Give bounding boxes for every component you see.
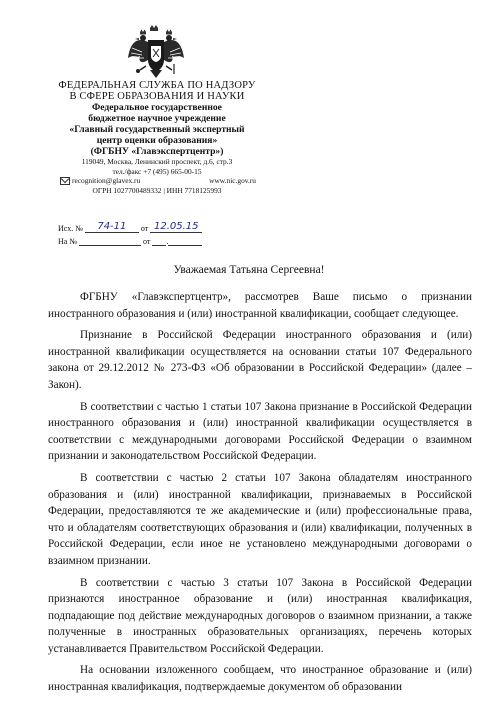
paragraph: ФГБНУ «Главэкспертцентр», рассмотрев Ваше письмо о признании иностранного образования и (или) иностранной квалификации, сообщает следующее. bbox=[48, 291, 472, 320]
letter-body bbox=[48, 289, 472, 701]
envelope-icon bbox=[60, 177, 70, 185]
institution-line3: «Главный государственный экспертный bbox=[69, 124, 245, 135]
email[interactable]: recognition@glavex.ru bbox=[72, 176, 141, 185]
paragraph: В соответствии с частью 2 статьи 107 Закона обладателям иностранного образования и (или) иностранной квалификации, признаваемых в Российской Федерации, предоставляются те же академические и (или) профессиональные права, что и обладателям соответствующих образования и (или) квалификации, полученных в Российской Федерации, если иное не установлено международными договорами о взаимном признании. bbox=[48, 471, 472, 567]
agency-name-line1: ФЕДЕРАЛЬНАЯ СЛУЖБА ПО НАДЗОРУ bbox=[58, 80, 256, 91]
outgoing-date: 12.05.15 bbox=[150, 223, 202, 233]
incoming-number-label: На № bbox=[58, 237, 77, 246]
institution-line2: бюджетное научное учреждение bbox=[88, 113, 226, 124]
incoming-date-label: от bbox=[142, 237, 151, 246]
paragraph: Признание в Российской Федерации иностранного образования и (или) иностранной квалификации осуществляется на основании статьи 107 Федерального закона от 29.12.2012 № 273-ФЗ «Об образовании в Российской Федерации» (далее – Закон). bbox=[48, 329, 472, 391]
outgoing-reference bbox=[58, 223, 202, 233]
outgoing-date-label: от bbox=[140, 224, 149, 233]
contact-row bbox=[52, 176, 262, 186]
outgoing-number-label: Исх. № bbox=[58, 224, 83, 233]
incoming-reference bbox=[58, 236, 202, 246]
incoming-month-blank bbox=[168, 236, 202, 246]
paragraph: В соответствии с частью 1 статьи 107 Закона признание в Российской Федерации иностранного образования и (или) иностранной квалификации осуществляется в соответствии с международными договорами Российской Федерации о взаимном признании и законодательством Российской Федерации. bbox=[48, 400, 472, 463]
incoming-number-blank bbox=[79, 236, 141, 246]
outgoing-number: 74-11 bbox=[85, 223, 139, 233]
paragraph: На основании изложенного сообщаем, что иностранное образование и (или) иностранная квалификация, подтверждаемые документом об образовании bbox=[48, 664, 472, 694]
institution-line4: центр оценки образования» bbox=[96, 135, 218, 146]
institution-line1: Федеральное государственное bbox=[92, 102, 222, 113]
email-block bbox=[60, 176, 140, 186]
website[interactable]: www.nic.gov.ru bbox=[209, 176, 256, 185]
incoming-day-blank bbox=[152, 236, 169, 246]
greeting: Уважаемая Татьяна Сергеевна! bbox=[173, 264, 325, 276]
address: 119049, Москва, Ленинский проспект, д.6, стр.3 bbox=[81, 157, 233, 166]
incoming-date-sep: . bbox=[166, 237, 169, 246]
double-headed-eagle-icon bbox=[126, 24, 186, 80]
ogrn-inn: ОГРН 1027700489332 | ИНН 7718125993 bbox=[92, 185, 222, 195]
letterhead bbox=[52, 80, 262, 195]
agency-name-line2: В СФЕРЕ ОБРАЗОВАНИЯ И НАУКИ bbox=[69, 91, 245, 102]
paragraph: В соответствии с частью 3 статьи 107 Закона в Российской Федерации признаются иностранное образование и (или) иностранная квалификация, подпадающие под действие международных договоров о взаимном признании, а также полученные в иностранных образовательных организациях, перечень которых устанавливается Правительством Российской Федерации. bbox=[48, 576, 472, 655]
institution-line5: (ФГБНУ «Главэкспертцентр») bbox=[90, 146, 224, 157]
phone: тел./факс +7 (495) 665-00-15 bbox=[112, 166, 202, 176]
